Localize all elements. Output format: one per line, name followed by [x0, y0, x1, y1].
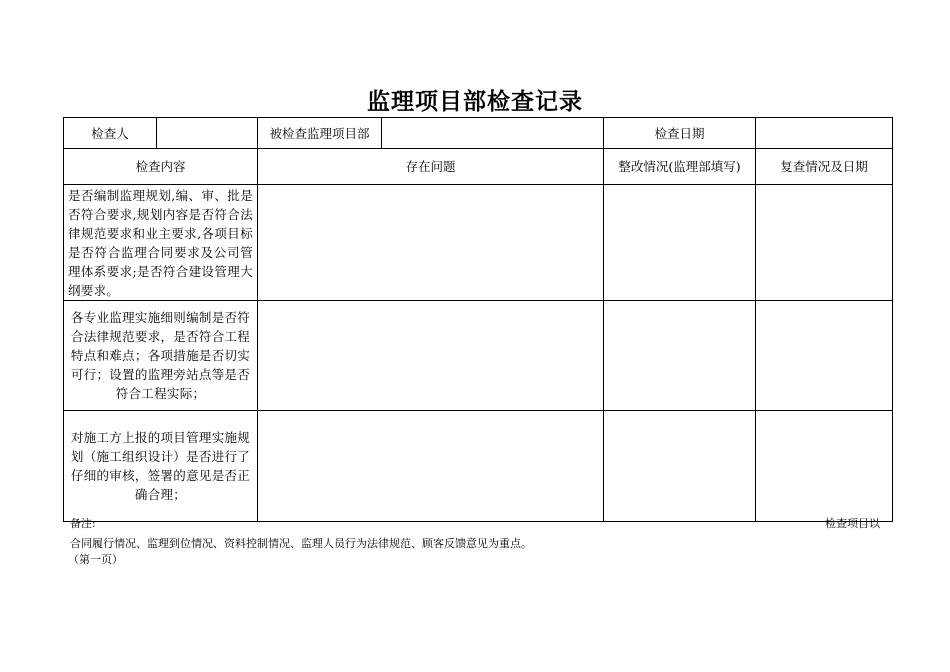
col-header-recheck: 复查情况及日期 [756, 149, 893, 185]
row-1-content: 是否编制监理规划,编、审、批是否符合要求,规划内容是否符合法律规范要求和业主要求,各项目标是否符合监理合同要求及公司管理体系要求;是否符合建设管理大纲要求。 [64, 185, 258, 301]
row-2-problems-field[interactable] [258, 301, 604, 411]
table-row [64, 301, 893, 411]
header-row [64, 118, 893, 149]
row-3-content: 对施工方上报的项目管理实施规划（施工组织设计）是否进行了仔细的审核，签署的意见是否正确合理； [64, 411, 258, 522]
inspector-label: 检查人 [64, 118, 157, 149]
inspected-dept-label: 被检查监理项目部 [258, 118, 382, 149]
table-row [64, 185, 893, 301]
inspector-value-field[interactable] [157, 118, 258, 149]
inspection-record-table [63, 117, 893, 522]
row-3-rectification-field[interactable] [604, 411, 756, 522]
remark-right: 检查项目以 [825, 517, 880, 530]
page-title: 监理项目部检查记录 [367, 89, 583, 115]
row-3-recheck-field[interactable] [756, 411, 893, 522]
col-header-problems: 存在问题 [258, 149, 604, 185]
remark-label: 备注: [70, 517, 96, 530]
col-header-rectification: 整改情况(监理部填写) [604, 149, 756, 185]
row-1-problems-field[interactable] [258, 185, 604, 301]
row-1-recheck-field[interactable] [756, 185, 893, 301]
inspection-date-label: 检查日期 [604, 118, 756, 149]
table-row [64, 411, 893, 522]
page-number: （第一页） [68, 553, 123, 566]
inspected-dept-value-field[interactable] [382, 118, 604, 149]
col-header-content: 检查内容 [64, 149, 258, 185]
row-2-recheck-field[interactable] [756, 301, 893, 411]
remark-text: 合同履行情况、监理到位情况、资料控制情况、监理人员行为法律规范、顾客反馈意见为重点。 [70, 537, 532, 550]
row-1-rectification-field[interactable] [604, 185, 756, 301]
inspection-date-value-field[interactable] [756, 118, 893, 149]
row-2-rectification-field[interactable] [604, 301, 756, 411]
row-2-content: 各专业监理实施细则编制是否符合法律规范要求，是否符合工程特点和难点；各项措施是否切实可行；设置的监理旁站点等是否符合工程实际； [64, 301, 258, 411]
column-header-row [64, 149, 893, 185]
row-3-problems-field[interactable] [258, 411, 604, 522]
